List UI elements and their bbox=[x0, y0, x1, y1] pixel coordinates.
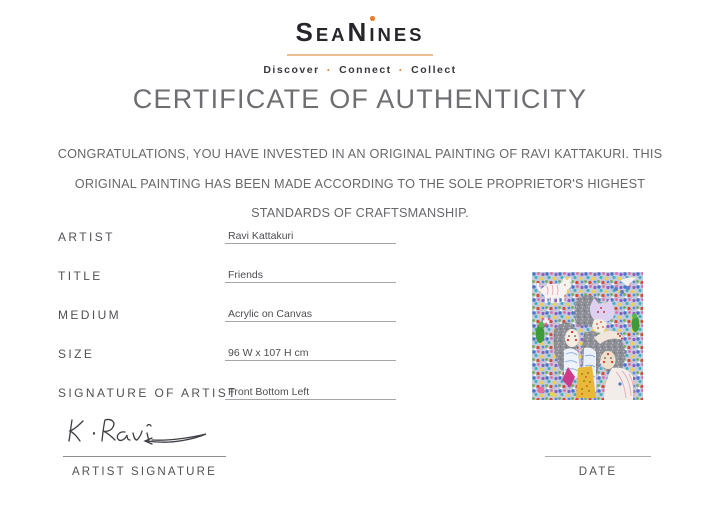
date-line bbox=[545, 456, 651, 457]
date-label: DATE bbox=[578, 466, 618, 478]
tagline-separator-dot: · bbox=[398, 62, 405, 77]
artist-signature-label: ARTIST SIGNATURE bbox=[71, 466, 218, 478]
brand-name-segment: EA bbox=[315, 24, 348, 45]
size-label: SIZE bbox=[58, 347, 95, 361]
brand-divider-rule bbox=[287, 54, 433, 56]
artist-signature-line bbox=[63, 456, 226, 457]
signature-of-artist-value: Front Bottom Left bbox=[225, 385, 396, 400]
size-value: 96 W x 107 H cm bbox=[225, 346, 396, 361]
medium-value: Acrylic on Canvas bbox=[225, 307, 396, 322]
medium-label: MEDIUM bbox=[58, 308, 122, 322]
intro-paragraph bbox=[0, 140, 720, 229]
field-row-artist bbox=[0, 230, 720, 246]
artist-label: ARTIST bbox=[58, 230, 115, 244]
intro-line: CONGRATULATIONS, YOU HAVE INVESTED IN AN ORIGINAL PAINTING OF RAVI KATTAKURI. THIS bbox=[57, 147, 663, 161]
certificate-title: CERTIFICATE OF AUTHENTICITY bbox=[132, 84, 588, 114]
tagline-word: Discover bbox=[263, 63, 320, 76]
signature-of-artist-label: SIGNATURE OF ARTIST bbox=[58, 386, 238, 400]
intro-line: STANDARDS OF CRAFTSMANSHIP. bbox=[251, 206, 469, 220]
brand-name bbox=[0, 18, 720, 51]
title-label: TITLE bbox=[58, 269, 103, 283]
intro-line: ORIGINAL PAINTING HAS BEEN MADE ACCORDING TO THE SOLE PROPRIETOR'S HIGHEST bbox=[74, 176, 646, 191]
artwork-image bbox=[532, 272, 643, 400]
brand-name-segment-dotted-i: I bbox=[369, 21, 377, 49]
brand-logo bbox=[0, 18, 720, 78]
handwritten-signature-k-ravi bbox=[56, 413, 231, 457]
brand-name-segment: NES bbox=[377, 24, 425, 45]
brand-name-segment: N bbox=[347, 17, 370, 47]
brand-tagline bbox=[263, 64, 456, 76]
tagline-word: Connect bbox=[339, 63, 392, 76]
brand-name-segment: S bbox=[295, 17, 316, 47]
tagline-word: Collect bbox=[411, 63, 457, 76]
tagline-separator-dot: · bbox=[326, 62, 333, 77]
artwork-thumbnail-friends-painting bbox=[532, 272, 643, 400]
title-value: Friends bbox=[225, 268, 396, 283]
artist-value: Ravi Kattakuri bbox=[225, 229, 396, 244]
artist-signature-image bbox=[56, 413, 231, 457]
